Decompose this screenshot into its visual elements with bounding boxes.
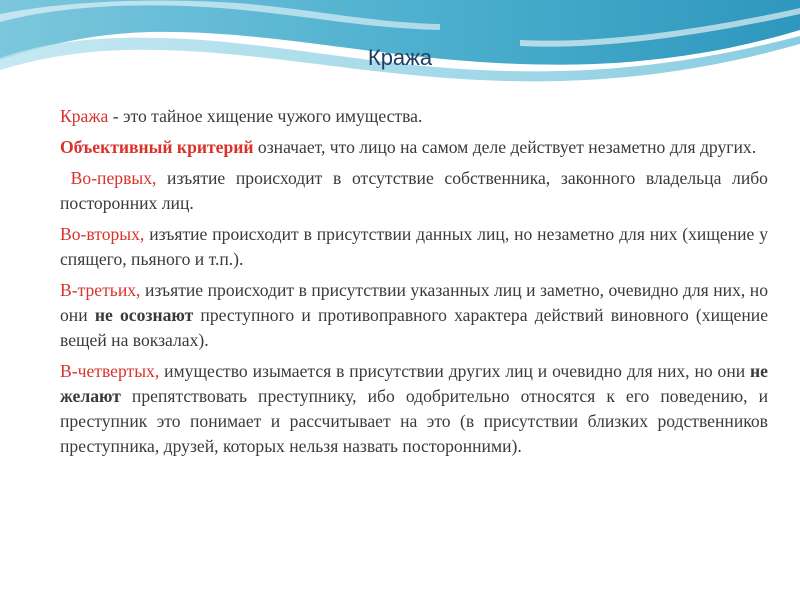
objective-criterion-text: означает, что лицо на самом деле действует незаметно для других. [253,137,757,157]
slide-content [60,104,768,465]
emphasis-ne-osoznayut: не осознают [94,305,194,325]
term-fourth: В-четвертых, [60,361,160,381]
first-text: изъятие происходит в отсутствие собственника, законного владельца либо посторонних лиц. [60,168,768,213]
definition-text: - это тайное хищение чужого имущества. [108,106,423,126]
paragraph-third [60,278,768,353]
third-text-after: преступного и противоправного характера действий виновного (хищение вещей на вокзалах). [60,305,769,350]
fourth-text-after: препятствовать преступнику, ибо одобрительно относятся к его поведению, и преступник это понимает и рассчитывает на это (в присутствии близких родственников преступника, друзей, которых нельзя назвать посторонними). [60,386,768,456]
term-krazha: Кража [60,106,109,126]
fourth-text-before: имущество изымается в присутствии других лиц и очевидно для них, но они [159,361,751,381]
slide-title: Кража [367,45,433,70]
emphasis-ne-zhelayut: не желают [60,361,768,406]
term-objective-criterion: Объективный критерий [60,137,254,157]
paragraph-second [60,222,768,272]
second-text: изъятие происходит в присутствии данных лиц, но незаметно для них (хищение у спящего, пьяного и т.п.). [60,224,768,269]
third-text-before: изъятие происходит в присутствии указанных лиц и заметно, очевидно для них, но они [60,280,768,325]
paragraph-objective-criterion [60,135,768,160]
paragraph-definition [60,104,768,129]
term-first: Во-первых, [70,168,157,188]
paragraph-first [60,166,768,216]
term-third: В-третьих, [60,280,141,300]
term-second: Во-вторых, [60,224,145,244]
paragraph-fourth [60,359,768,459]
